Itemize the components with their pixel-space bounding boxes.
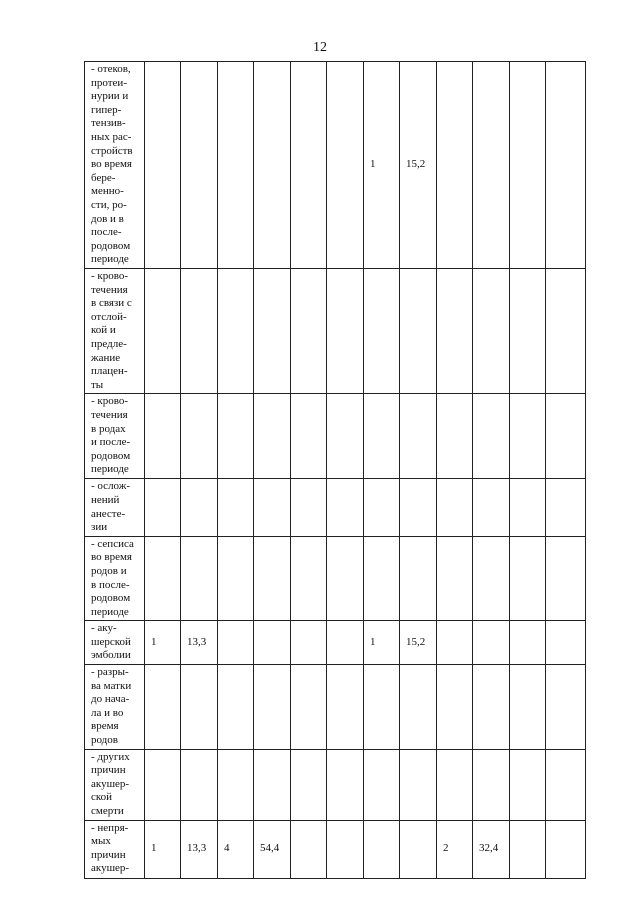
- table-row: [85, 479, 586, 536]
- table-cell: 2: [437, 820, 473, 878]
- table-cell: [327, 62, 364, 269]
- table-cell: [254, 269, 291, 394]
- row-label-line: и после-: [91, 436, 131, 449]
- table-cell: [327, 269, 364, 394]
- row-label-line: родовом: [91, 239, 131, 252]
- table-row: [85, 394, 586, 479]
- table-cell: [400, 820, 437, 878]
- table-cell: [181, 749, 218, 820]
- table-cell: [254, 536, 291, 621]
- row-label: [85, 394, 145, 479]
- row-label-line: зии: [91, 521, 108, 534]
- table-cell: [510, 820, 546, 878]
- table-cell: [254, 62, 291, 269]
- table-cell: [327, 479, 364, 536]
- table-cell: [218, 479, 254, 536]
- table-cell: [291, 479, 327, 536]
- row-label-line: эмболии: [91, 649, 131, 662]
- table-row: [85, 269, 586, 394]
- row-label: [85, 62, 145, 269]
- table-cell: [364, 479, 400, 536]
- table-cell: [546, 820, 586, 878]
- table-cell: [437, 479, 473, 536]
- table-cell: 1: [145, 621, 181, 665]
- table-cell: [145, 536, 181, 621]
- table-row: [85, 62, 586, 269]
- table-cell: [364, 269, 400, 394]
- table-cell: [291, 394, 327, 479]
- table-cell: [291, 536, 327, 621]
- table-cell: [546, 62, 586, 269]
- row-label-line: периоде: [91, 253, 129, 266]
- table-cell: [291, 665, 327, 750]
- table-cell: [364, 536, 400, 621]
- row-label-line: течения: [91, 408, 128, 421]
- table-cell: [254, 394, 291, 479]
- row-label-line: в родах: [91, 422, 126, 435]
- table-cell: [546, 394, 586, 479]
- table-cell: [400, 665, 437, 750]
- row-label-line: родовом: [91, 449, 131, 462]
- row-label-line: до нача-: [91, 693, 130, 706]
- row-label-line: - непря-: [91, 821, 129, 834]
- row-label-line: время: [91, 720, 119, 733]
- table-cell: [546, 479, 586, 536]
- table-cell: [218, 621, 254, 665]
- table-cell: [437, 394, 473, 479]
- row-label-line: течения: [91, 283, 128, 296]
- table-cell: [364, 749, 400, 820]
- table-row: [85, 749, 586, 820]
- table-cell: [145, 479, 181, 536]
- row-label-line: в после-: [91, 578, 130, 591]
- table-cell: [291, 749, 327, 820]
- table-cell: [510, 536, 546, 621]
- table-cell: [473, 394, 510, 479]
- table-row: [85, 536, 586, 621]
- table-row: [85, 820, 586, 878]
- table-cell: [510, 479, 546, 536]
- row-label-line: во время: [91, 551, 132, 564]
- row-label-line: - крово-: [91, 395, 129, 408]
- table-cell: [145, 269, 181, 394]
- row-label: [85, 820, 145, 878]
- page-number: 12: [313, 40, 327, 55]
- table-cell: 15,2: [400, 62, 437, 269]
- table-cell: [437, 749, 473, 820]
- table-cell: [218, 269, 254, 394]
- table-cell: [473, 479, 510, 536]
- table-cell: [327, 621, 364, 665]
- table-cell: [327, 749, 364, 820]
- table-row: [85, 621, 586, 665]
- row-label-line: - разры-: [91, 666, 129, 679]
- row-label-line: периоде: [91, 463, 129, 476]
- table-cell: [181, 665, 218, 750]
- table-cell: [218, 62, 254, 269]
- row-label-line: гипер-: [91, 103, 122, 116]
- table-cell: [400, 749, 437, 820]
- row-label: [85, 665, 145, 750]
- table-cell: [291, 62, 327, 269]
- table-cell: [145, 665, 181, 750]
- table-cell: [327, 820, 364, 878]
- table-cell: [218, 665, 254, 750]
- table-cell: [400, 479, 437, 536]
- table-cell: [145, 62, 181, 269]
- row-label: [85, 749, 145, 820]
- row-label-line: - аку-: [91, 622, 117, 635]
- table-cell: 13,3: [181, 621, 218, 665]
- row-label-line: жание: [91, 351, 121, 364]
- table-cell: [254, 665, 291, 750]
- table-cell: [473, 269, 510, 394]
- table-cell: [510, 621, 546, 665]
- table-cell: 1: [364, 621, 400, 665]
- row-label-line: стройств: [91, 144, 133, 157]
- row-label-line: анесте-: [91, 507, 126, 520]
- table-cell: [181, 269, 218, 394]
- row-label-line: причин: [91, 848, 126, 861]
- row-label-line: ты: [91, 378, 104, 391]
- table-cell: [291, 269, 327, 394]
- table-cell: [400, 394, 437, 479]
- table-cell: [546, 536, 586, 621]
- table-cell: 1: [145, 820, 181, 878]
- row-label-line: - отеков,: [91, 63, 131, 75]
- table-cell: [254, 479, 291, 536]
- row-label-line: дов и в: [91, 212, 124, 225]
- table-cell: [218, 536, 254, 621]
- table-cell: [181, 536, 218, 621]
- row-label-line: ва матки: [91, 679, 132, 692]
- table-cell: [473, 62, 510, 269]
- table-cell: [181, 62, 218, 269]
- row-label-line: после-: [91, 226, 122, 239]
- table-cell: [181, 394, 218, 479]
- row-label-line: кой и: [91, 324, 116, 337]
- table-cell: [437, 269, 473, 394]
- row-label-line: во время: [91, 158, 132, 171]
- table-cell: [437, 536, 473, 621]
- table-cell: 1: [364, 62, 400, 269]
- table-cell: [327, 394, 364, 479]
- row-label-line: периоде: [91, 605, 129, 618]
- row-label-line: родов и: [91, 564, 127, 577]
- table-cell: [510, 665, 546, 750]
- row-label-line: отслой-: [91, 310, 127, 323]
- table-cell: [510, 749, 546, 820]
- row-label: [85, 536, 145, 621]
- table-cell: 13,3: [181, 820, 218, 878]
- table-cell: [145, 394, 181, 479]
- row-label-line: - крово-: [91, 270, 129, 282]
- table-cell: [546, 269, 586, 394]
- row-label-line: сти, ро-: [91, 198, 127, 211]
- row-label-line: - сепсиса: [91, 537, 134, 550]
- table-cell: [254, 749, 291, 820]
- row-label-line: смерти: [91, 805, 124, 817]
- table-cell: [327, 665, 364, 750]
- table-cell: [437, 621, 473, 665]
- row-label: [85, 621, 145, 665]
- table-cell: 32,4: [473, 820, 510, 878]
- row-label-line: в связи с: [91, 297, 132, 310]
- table-cell: [473, 665, 510, 750]
- table-cell: 4: [218, 820, 254, 878]
- table-cell: [510, 269, 546, 394]
- table-cell: [510, 62, 546, 269]
- row-label-line: ской: [91, 791, 113, 804]
- row-label-line: акушер-: [91, 777, 130, 790]
- row-label-line: мых: [91, 835, 111, 848]
- table-cell: [218, 394, 254, 479]
- table-cell: [291, 820, 327, 878]
- table-cell: [254, 621, 291, 665]
- table-body: [85, 62, 586, 879]
- row-label-line: бере-: [91, 171, 116, 184]
- table-cell: [327, 536, 364, 621]
- table-cell: [181, 479, 218, 536]
- row-label-line: акушер-: [91, 862, 130, 875]
- table-cell: [364, 394, 400, 479]
- table-cell: [145, 749, 181, 820]
- row-label-line: менно-: [91, 185, 124, 198]
- row-label-line: предле-: [91, 337, 127, 350]
- table-row: [85, 665, 586, 750]
- row-label-line: - ослож-: [91, 480, 131, 493]
- row-label: [85, 479, 145, 536]
- table-cell: 15,2: [400, 621, 437, 665]
- row-label: [85, 269, 145, 394]
- table-cell: [473, 749, 510, 820]
- table-cell: [400, 269, 437, 394]
- mortality-table: [84, 61, 586, 879]
- table-cell: [364, 665, 400, 750]
- table-cell: [510, 394, 546, 479]
- row-label-line: родов: [91, 734, 118, 747]
- table-cell: [437, 62, 473, 269]
- row-label-line: плацен-: [91, 365, 128, 378]
- table-cell: [473, 621, 510, 665]
- row-label-line: шерской: [91, 635, 131, 648]
- table-cell: [218, 749, 254, 820]
- row-label-line: протеи-: [91, 76, 127, 89]
- table-cell: [364, 820, 400, 878]
- row-label-line: нений: [91, 493, 120, 506]
- row-label-line: - других: [91, 750, 130, 763]
- row-label-line: родовом: [91, 592, 131, 605]
- table-cell: [437, 665, 473, 750]
- table-cell: 54,4: [254, 820, 291, 878]
- row-label-line: ла и во: [91, 706, 124, 719]
- table-cell: [291, 621, 327, 665]
- row-label-line: причин: [91, 764, 126, 777]
- row-label-line: нурии и: [91, 90, 129, 103]
- row-label-line: тензив-: [91, 117, 126, 130]
- table-cell: [400, 536, 437, 621]
- table-cell: [546, 665, 586, 750]
- table-cell: [473, 536, 510, 621]
- row-label-line: ных рас-: [91, 130, 132, 143]
- table-cell: [546, 749, 586, 820]
- table-cell: [546, 621, 586, 665]
